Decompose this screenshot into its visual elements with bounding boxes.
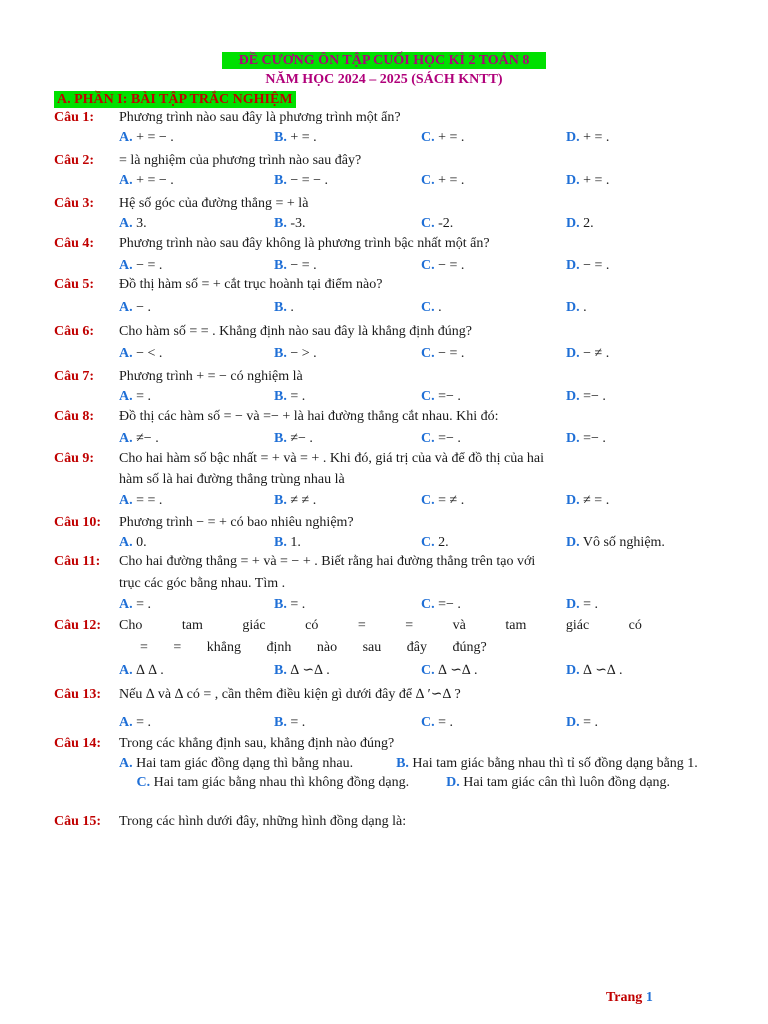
page-footer <box>606 990 653 1006</box>
option-d[interactable]: D. . <box>566 300 587 315</box>
question-number: Câu 12: <box>54 618 102 633</box>
option-b[interactable]: B. = . <box>274 389 306 404</box>
question-number: Câu 11: <box>54 554 101 569</box>
option-c[interactable]: C. -2. <box>421 216 454 231</box>
option-c[interactable]: C. − = . <box>421 258 465 273</box>
option-c[interactable]: C. 2. <box>421 535 449 550</box>
option-b[interactable]: B. + = . <box>274 130 317 145</box>
question-number: Câu 5: <box>54 277 95 292</box>
question-text: Đồ thị các hàm số = − và =− + là hai đường thẳng cắt nhau. Khi đó: <box>119 409 499 424</box>
question-number: Câu 3: <box>54 196 95 211</box>
question-text: Phương trình nào sau đây là phương trình một ẩn? <box>119 110 401 125</box>
option-b[interactable]: B. ∆ ∽∆ . <box>274 663 330 678</box>
option-c[interactable]: C. =− . <box>421 431 461 446</box>
question-text: Cho tam giác có = = và tam giác có <box>119 618 642 633</box>
option-a[interactable]: A. − . <box>119 300 152 315</box>
option-b[interactable]: B. = . <box>274 597 306 612</box>
option-b[interactable]: B. Hai tam giác bằng nhau thì tỉ số đồng dạng bằng 1. <box>396 756 698 771</box>
page-label: Trang <box>606 990 643 1005</box>
option-d[interactable]: D. 2. <box>566 216 594 231</box>
option-a[interactable]: A. = . <box>119 715 152 730</box>
question-text: Phương trình + = − có nghiệm là <box>119 369 303 384</box>
section-title: A. PHẦN I: BÀI TẬP TRẮC NGHIỆM <box>54 91 296 108</box>
option-a[interactable]: A. − = . <box>119 258 163 273</box>
option-a[interactable]: A. = . <box>119 389 152 404</box>
option-c[interactable]: C. − = . <box>421 346 465 361</box>
option-d[interactable]: D. − ≠ . <box>566 346 610 361</box>
option-d[interactable]: D. + = . <box>566 130 610 145</box>
option-b[interactable]: B. − = − . <box>274 173 329 188</box>
page-number: 1 <box>645 990 653 1005</box>
question-text-continued: hàm số là hai đường thẳng trùng nhau là <box>119 472 345 487</box>
option-c[interactable]: C. = . <box>421 715 454 730</box>
option-b[interactable]: B. − > . <box>274 346 317 361</box>
question-text-continued: = = khẳng định nào sau đây đúng? <box>140 640 487 655</box>
option-c[interactable]: C. . <box>421 300 442 315</box>
option-b[interactable]: B. -3. <box>274 216 306 231</box>
question-text: Phương trình nào sau đây không là phương trình bậc nhất một ẩn? <box>119 236 490 251</box>
option-b[interactable]: B. = . <box>274 715 306 730</box>
option-a[interactable]: A. ≠− . <box>119 431 159 446</box>
question-number: Câu 1: <box>54 110 95 125</box>
option-d[interactable]: D. Hai tam giác cân thì luôn đồng dạng. <box>446 775 671 790</box>
option-d[interactable]: D. =− . <box>566 389 606 404</box>
option-b[interactable]: B. ≠− . <box>274 431 313 446</box>
option-d[interactable]: D. = . <box>566 597 599 612</box>
option-c[interactable]: C. =− . <box>421 597 461 612</box>
question-number: Câu 6: <box>54 324 95 339</box>
question-number: Câu 4: <box>54 236 95 251</box>
question-text: Cho hai hàm số bậc nhất = + và = + . Khi đó, giá trị của và để đồ thị của hai <box>119 451 545 466</box>
question-text: Cho hàm số = = . Khẳng định nào sau đây là khẳng định đúng? <box>119 324 472 339</box>
question-number: Câu 10: <box>54 515 102 530</box>
option-a[interactable]: A. ∆ ∆ . <box>119 663 164 678</box>
option-d[interactable]: D. + = . <box>566 173 610 188</box>
option-d[interactable]: D. ≠ = . <box>566 493 610 508</box>
option-b[interactable]: B. ≠ ≠ . <box>274 493 317 508</box>
option-c[interactable]: C. =− . <box>421 389 461 404</box>
option-d[interactable]: D. =− . <box>566 431 606 446</box>
question-number: Câu 15: <box>54 814 102 829</box>
option-a[interactable]: A. = . <box>119 597 152 612</box>
option-a[interactable]: A. 0. <box>119 535 147 550</box>
option-a[interactable]: A. 3. <box>119 216 147 231</box>
question-text: Nếu ∆ và ∆ có = , cần thêm điều kiện gì dưới đây để ∆ ′∽∆ ? <box>119 687 461 702</box>
question-number: Câu 8: <box>54 409 95 424</box>
option-a[interactable]: A. − < . <box>119 346 163 361</box>
question-number: Câu 9: <box>54 451 95 466</box>
question-number: Câu 13: <box>54 687 102 702</box>
option-b[interactable]: B. . <box>274 300 294 315</box>
question-text: Phương trình − = + có bao nhiêu nghiệm? <box>119 515 354 530</box>
option-d[interactable]: D. Vô số nghiệm. <box>566 535 665 550</box>
document-subtitle: NĂM HỌC 2024 – 2025 (SÁCH KNTT) <box>265 72 503 87</box>
document-title: ĐỀ CƯƠNG ÔN TẬP CUỐI HỌC KÌ 2 TOÁN 8 <box>222 52 546 69</box>
question-text: Cho hai đường thẳng = + và = − + . Biết rằng hai đường thẳng trên tạo với <box>119 554 536 569</box>
question-number: Câu 7: <box>54 369 95 384</box>
question-text: Đồ thị hàm số = + cắt trục hoành tại điểm nào? <box>119 277 383 292</box>
option-a[interactable]: A. = = . <box>119 493 163 508</box>
option-a[interactable]: A. Hai tam giác đồng dạng thì bằng nhau. <box>119 756 354 771</box>
question-text-continued: trục các góc bằng nhau. Tìm . <box>119 576 286 591</box>
option-b[interactable]: B. 1. <box>274 535 301 550</box>
option-b[interactable]: B. − = . <box>274 258 317 273</box>
question-text: Trong các khẳng định sau, khẳng định nào đúng? <box>119 736 395 751</box>
question-number: Câu 14: <box>54 736 102 751</box>
option-c[interactable]: C. + = . <box>421 173 465 188</box>
option-d[interactable]: D. − = . <box>566 258 610 273</box>
question-text: Hệ số góc của đường thẳng = + là <box>119 196 309 211</box>
option-c[interactable]: C. + = . <box>421 130 465 145</box>
option-a[interactable]: A. + = − . <box>119 130 174 145</box>
option-d[interactable]: D. = . <box>566 715 599 730</box>
option-c[interactable]: C. ∆ ∽∆ . <box>421 663 478 678</box>
option-a[interactable]: A. + = − . <box>119 173 174 188</box>
question-text: = là nghiệm của phương trình nào sau đây? <box>119 153 362 168</box>
option-c[interactable]: C. Hai tam giác bằng nhau thì không đồng dạng. <box>136 775 410 790</box>
option-d[interactable]: D. ∆ ∽∆ . <box>566 663 623 678</box>
question-text: Trong các hình dưới đây, những hình đồng dạng là: <box>119 814 407 829</box>
question-number: Câu 2: <box>54 153 95 168</box>
option-c[interactable]: C. = ≠ . <box>421 493 465 508</box>
